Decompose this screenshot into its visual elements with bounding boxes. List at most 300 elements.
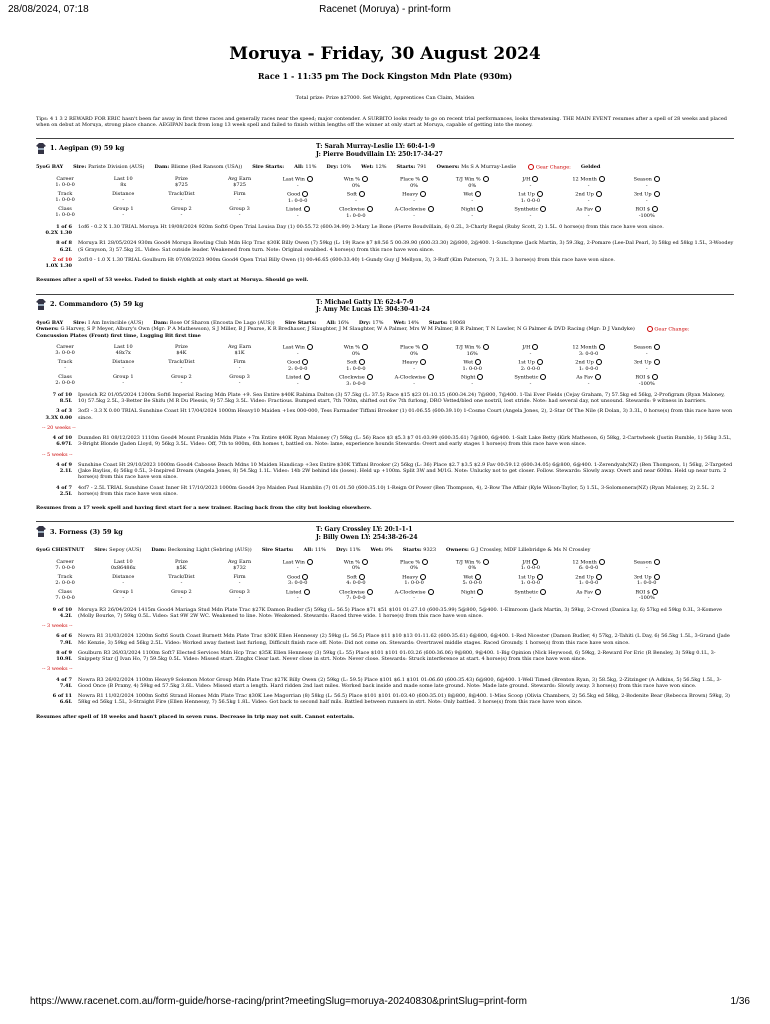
gear-change-icon (528, 164, 534, 170)
info-icon[interactable] (654, 176, 660, 182)
detail-key: Dam: (151, 547, 167, 554)
stat-label (501, 559, 559, 566)
stat-value: - (122, 365, 125, 371)
recent-runs (36, 607, 734, 706)
stat-value: - (645, 365, 648, 372)
run-position (36, 435, 78, 448)
stat-label-text: Track/Dist (168, 573, 195, 580)
stat-cell (269, 175, 327, 190)
stat-cell (269, 588, 327, 603)
stat-cell (211, 373, 269, 388)
stat-label (327, 574, 385, 581)
margin-text: 6.97L (56, 441, 72, 448)
stat-label (618, 374, 676, 381)
detail-key: 5yoG BAY (36, 164, 64, 170)
stat-label-text: 3rd Up (633, 359, 652, 366)
run-row (36, 677, 734, 690)
stat-value: - (122, 380, 125, 386)
info-icon[interactable] (359, 574, 365, 580)
horse-name (36, 299, 316, 310)
stat-label (269, 559, 327, 566)
stat-label-text: Place % (400, 176, 421, 183)
stat-cell (94, 205, 152, 220)
horse-details (36, 320, 734, 339)
info-icon[interactable] (307, 559, 313, 565)
info-icon[interactable] (596, 191, 602, 197)
info-icon[interactable] (422, 344, 428, 350)
info-icon[interactable] (422, 176, 428, 182)
margin-text: 2.5L (59, 490, 72, 497)
stat-label (385, 191, 443, 198)
stat-cell (443, 175, 501, 190)
stat-value: 1: 0-0-0 (55, 212, 75, 218)
info-icon[interactable] (654, 359, 660, 365)
detail-item (304, 547, 326, 553)
info-icon[interactable] (532, 344, 538, 350)
stat-cell (152, 343, 210, 358)
stat-value: 4: 0-0-0 (346, 580, 366, 587)
stat-label (327, 176, 385, 183)
stat-cell (327, 588, 385, 603)
info-icon[interactable] (595, 374, 601, 380)
info-icon[interactable] (599, 344, 605, 350)
run-position (36, 224, 78, 237)
stat-cell (676, 558, 734, 573)
detail-key: Owners: (446, 547, 469, 554)
stat-value: 1: 0-0-0 (404, 580, 424, 587)
jockey-line: J: Pierre Boudvillain LY: 250:17-34-27 (316, 150, 443, 158)
stat-cell (560, 573, 618, 588)
stat-label (443, 574, 501, 581)
info-icon[interactable] (367, 589, 373, 595)
info-icon[interactable] (596, 574, 602, 580)
info-icon[interactable] (359, 359, 365, 365)
stat-cell (618, 175, 676, 190)
margin-text: 4.2L (59, 612, 72, 619)
finish-position: 3 of 3 (56, 408, 72, 415)
stat-label-text: Group 1 (112, 205, 134, 212)
stat-cell (443, 205, 501, 220)
detail-key: All: (294, 164, 304, 170)
run-description: 3of3 - 3.3 X 0.00 TRIAL Sunshine Coast Ht 17/04/2024 1000m Heavy10 Maiden +1ex 000-000, Tess Farmader Tiffani Brooker (1) 01:06.55 (600:39.10) 1-Cosmo Court (Angela Jones, 2), 2-Star Of The Nile (R Dolan, 3) 3.3L, 0 horse(s) from this race have won since. (78, 408, 733, 421)
stat-value: - (587, 182, 590, 189)
stat-label-text: Group 1 (112, 373, 134, 380)
stat-cell (443, 573, 501, 588)
gear-change-label (645, 326, 690, 333)
run-description: Moruya R3 26/04/2024 1415m Good4 Mariaga Stud Mdn Plate Trac $27K Damon Budler (5) 59kg (L: 56.5) Place $71 $51 $101 01:27.10 (600:35.99) 5@800, 5@400. 1-Elmroom (Jack Martin, 3) 59kg, 2-Crowd (Danica Ly, 6) 57kg ed 59kg 0.3L, 3-Komeve (Molly Bourke, 7) 59kg 0.5L. Video: Sat 9W 2W WC. Weakened to line. Note: Weakened. Stewards: Raced three wide. 1 horse(s) from this race have won since. (78, 606, 722, 619)
stat-value: - (180, 380, 183, 386)
run-description: Sunshine Coast Ht 29/10/2023 1000m Good4 Caboose Beach Mdns 10 Maiden Handicap +3ex Entire $30K Tiffani Brooker (2) 56kg (L: 36) Place $2.7 $3.5 $2.9 Fav 00:59.12 (600:34.05) 6@800, 6@400. 1-Zerendyah(NZ) (Ben Thompson, 1) 56kg, 2-Targeted (Jake Bayliss, 6) 56kg 0.5L, 3-Inspired Dream (Angela Jones, 8) 54.5kg 1.1L. Video: 14b 2W behind lds (loses). Held up +100m. Split 3W and M/1G. Note: Unlucky not to get closer. Follow. Stewards: Slowly away. Overt and near 600m. Held up near turn. 2 horse(s) from this race have won since. (78, 461, 733, 481)
stat-label (385, 574, 443, 581)
trainer-jockey (316, 299, 430, 314)
info-icon[interactable] (540, 206, 546, 212)
info-icon[interactable] (483, 559, 489, 565)
detail-item (446, 547, 590, 553)
race-prize-line: Total prize: Prize $27000. Set Weight, Apprentices Can Claim, Maiden (295, 95, 475, 102)
stat-value: -100% (638, 380, 655, 387)
stat-cell (501, 175, 559, 190)
info-icon[interactable] (367, 374, 373, 380)
stat-value: 0% (410, 182, 419, 189)
stat-value: 1: 0-0-0 (346, 212, 366, 219)
stat-value: - (587, 595, 590, 602)
stat-cell (152, 190, 210, 205)
stat-cell (618, 190, 676, 205)
info-icon[interactable] (307, 176, 313, 182)
stat-label (560, 191, 618, 198)
stat-label-text: J/H (522, 344, 531, 351)
jockey-silks-icon (36, 526, 46, 537)
detail-value: 14% (407, 319, 419, 326)
info-icon[interactable] (420, 191, 426, 197)
stat-value: $725 (175, 182, 188, 188)
horse-comment: Resumes from a 17 week spell and having first start for a new trainer. Racing back from the city but looking elsewhere. (36, 505, 372, 511)
info-icon[interactable] (537, 191, 543, 197)
stat-value: - (296, 565, 299, 572)
stat-value: 1: 0-0-0 (520, 565, 541, 572)
stat-label-text: Wet (463, 574, 474, 580)
stat-value: - (413, 212, 415, 219)
info-icon[interactable] (654, 344, 660, 350)
stat-label-text: 2nd Up (575, 359, 594, 366)
info-icon[interactable] (367, 206, 373, 212)
stat-cell (211, 175, 269, 190)
stat-label-text: Firm (233, 358, 246, 365)
detail-key: Sire: (94, 547, 108, 554)
info-icon[interactable] (362, 176, 368, 182)
print-document-title: Racenet (Moruya) - print-form (319, 4, 451, 15)
detail-key: Wet: (370, 547, 384, 554)
info-icon[interactable] (428, 589, 434, 595)
stat-label (269, 206, 327, 213)
run-position (36, 693, 78, 706)
info-icon[interactable] (304, 589, 310, 595)
detail-item (336, 547, 361, 553)
info-icon[interactable] (302, 359, 308, 365)
stat-value: - (645, 565, 648, 572)
finish-position: 1 of 6 (56, 223, 72, 230)
stat-cell (327, 205, 385, 220)
stat-label (269, 359, 327, 366)
horse-header (36, 526, 734, 541)
print-datetime: 28/08/2024, 07:18 (8, 4, 89, 15)
stat-cell (676, 573, 734, 588)
stat-cell (501, 573, 559, 588)
detail-item (371, 547, 393, 553)
stat-label-text: 1st Up (518, 191, 535, 198)
stat-value: $1K (234, 350, 245, 356)
stat-value: 8x (120, 182, 127, 188)
stat-value: 2: 0-0-0 (55, 380, 75, 386)
margin-text: 0.2X 1.30 (45, 230, 72, 236)
horse-header (36, 143, 734, 158)
stat-label (269, 374, 327, 381)
stat-cell (94, 588, 152, 603)
finish-position: 7 of 10 (52, 391, 72, 398)
margin-text: 2.1L (59, 468, 72, 474)
stat-value: 2: 0-0-0 (288, 365, 308, 372)
stat-value: 7: 0-0-0 (346, 595, 366, 602)
detail-value: Pariste Division (AUS) (88, 164, 145, 170)
stat-label-text: Night (461, 589, 476, 595)
info-icon[interactable] (422, 559, 428, 565)
info-icon[interactable] (652, 589, 658, 595)
stat-label-text: Season (633, 344, 652, 351)
info-icon[interactable] (652, 206, 658, 212)
stat-value: - (180, 197, 183, 203)
stat-cell (501, 373, 559, 388)
info-icon[interactable] (483, 176, 489, 182)
run-position (36, 633, 78, 646)
stat-cell (152, 573, 210, 588)
detail-key: Sire Starts: (252, 164, 285, 170)
stat-label (385, 359, 443, 366)
stat-label-text: Track/Dist (168, 190, 195, 197)
info-icon[interactable] (654, 191, 660, 197)
info-icon[interactable] (420, 574, 426, 580)
info-icon[interactable] (596, 359, 602, 365)
stat-value: 6: 0-0-0 (578, 565, 599, 572)
gear-change-text: Gear Change: (535, 164, 571, 171)
info-icon[interactable] (475, 359, 481, 365)
info-icon[interactable] (540, 589, 546, 595)
stat-label-text: T/J Win % (455, 559, 481, 565)
info-icon[interactable] (304, 206, 310, 212)
run-description: Ipswich R2 01/05/2024 1200m Soft6 Imperial Racing Mdn Plate +9. Sea Entire $40K Rahima Dalton (3) 57.5kg (L: 37.5) Race $15 $23 01:10.15 (600:34.24) 7@800, 7@400. 1-Tai Ever Fields (Cejay Graham, 7) 57.5kg ed 56kg, 2-Profigram (Ryan Maloney, 10) 57.5kg 2.5L, 3-Better Be Shifu (M R Du Plessis, 9) 57.5kg 3.5L. Video: Fractious. Bumped start, 7th 700m, shifted out 6w 7th furlong, DRO Vetted/bled one nostril, lost stride. Note: had several day, not unsound. Stewards: 9 witness in barriers. (78, 391, 725, 404)
stat-cell (385, 573, 443, 588)
stat-value: 1: 0-0-0 (55, 182, 75, 188)
finish-position: 4 of 10 (52, 435, 72, 441)
stat-cell (36, 373, 94, 388)
info-icon[interactable] (599, 559, 605, 565)
info-icon[interactable] (362, 344, 368, 350)
detail-key: Starts: (428, 319, 448, 326)
stat-label (385, 344, 443, 351)
stat-label-text: Distance (112, 358, 135, 365)
stat-value: 1: 0-0-0 (578, 580, 599, 587)
stat-label (501, 374, 559, 381)
stat-label (560, 374, 618, 381)
info-icon[interactable] (537, 359, 543, 365)
spell-marker: -- 5 weeks -- (42, 451, 73, 458)
stat-label (560, 559, 618, 566)
run-description: Moruya R1 28/05/2024 930m Good4 Moruya Bowling Club Mdn Hcp Trac $30K Billy Owen (7) 59kg (L: 19) Race $7 $8.56 5 00:39.90 (600:33.30) 2@800, 2@400. 1-Sunchyme (Jack Martin, 3) 59.3kg, 2-Pomare (Lee-Dal Pearl, 3) 58kg ed 58kg 1.5L, 3-Woodey (S Grayson, 3) 57.5kg 2L. Video: Sat outside leader. Weakened from turn. Note: Original swabbed. 4 horse(s) from this race have won since. (78, 240, 734, 253)
stat-label-text: Synthetic (514, 206, 539, 213)
horse-name-text: 1. Aegipan (9) 59 kg (50, 144, 125, 153)
info-icon[interactable] (483, 344, 489, 350)
stat-value: - (122, 579, 125, 586)
stat-cell (560, 558, 618, 573)
info-icon[interactable] (595, 589, 601, 595)
horse-header (36, 299, 734, 314)
stat-label (327, 206, 385, 213)
horse-entry (36, 294, 734, 512)
info-icon[interactable] (537, 574, 543, 580)
run-position (36, 462, 78, 481)
stat-value: $725 (233, 182, 246, 188)
finish-position: 6 of 6 (56, 633, 72, 640)
stat-label-text: Avg Earn (227, 175, 252, 182)
stat-value: 1: 0-0-0 (520, 197, 541, 204)
stat-label-text: Win % (343, 559, 361, 565)
stat-label-text: Last 10 (113, 175, 133, 182)
detail-value: 9323 (423, 547, 437, 554)
info-icon[interactable] (540, 374, 546, 380)
stat-value: 0x86486x (110, 564, 136, 571)
stat-value: - (296, 212, 299, 219)
info-icon[interactable] (654, 559, 660, 565)
stat-label-text: Distance (112, 573, 135, 580)
stat-cell (618, 588, 676, 603)
stat-label-text: Career (56, 343, 74, 350)
stat-cell (443, 343, 501, 358)
info-icon[interactable] (428, 374, 434, 380)
horse-name-text: 3. Forness (3) 59 kg (50, 527, 123, 536)
stat-cell (443, 190, 501, 205)
info-icon[interactable] (652, 374, 658, 380)
stat-label-text: 1st Up (518, 574, 535, 580)
stat-cell (385, 558, 443, 573)
info-icon[interactable] (599, 176, 605, 182)
stat-label (443, 374, 501, 381)
info-icon[interactable] (362, 559, 368, 565)
stat-label-text: Clockwise (339, 206, 365, 213)
stat-value: - (529, 212, 532, 219)
stat-cell (501, 358, 559, 373)
meeting-title: Moruya - Friday, 30 August 2024 (229, 44, 541, 64)
stat-value: 1: 0-0-0 (637, 580, 657, 587)
horse-list (36, 138, 734, 720)
stat-label-text: Heavy (402, 191, 419, 198)
stat-label-text: Track/Dist (168, 358, 195, 365)
info-icon[interactable] (302, 191, 308, 197)
stat-value: 7: 0-0-0 (55, 564, 75, 571)
stat-value: - (529, 350, 532, 357)
stat-cell (327, 190, 385, 205)
detail-key: Sire: (73, 164, 87, 170)
info-icon[interactable] (420, 359, 426, 365)
stat-label (327, 374, 385, 381)
info-icon[interactable] (307, 344, 313, 350)
detail-value: 9% (384, 547, 393, 554)
stat-value: -100% (638, 595, 655, 602)
run-row (36, 257, 734, 270)
run-row (36, 462, 734, 481)
stat-label-text: Season (633, 559, 652, 565)
stat-value: 1: 0-0-0 (578, 365, 599, 372)
stat-label (269, 574, 327, 581)
stat-value: - (238, 212, 241, 218)
detail-item (262, 547, 294, 553)
horse-entry (36, 521, 734, 720)
stat-cell (327, 358, 385, 373)
run-position (36, 240, 78, 253)
detail-item (36, 164, 63, 171)
stat-label-text: J/H (522, 559, 531, 565)
stat-label (385, 589, 443, 596)
stat-cell (269, 205, 327, 220)
info-icon[interactable] (532, 176, 538, 182)
stat-label-text: Class (58, 373, 72, 380)
info-icon[interactable] (654, 574, 660, 580)
stat-cell (385, 175, 443, 190)
info-icon[interactable] (302, 574, 308, 580)
run-row (36, 607, 734, 620)
info-icon[interactable] (475, 191, 481, 197)
info-icon[interactable] (595, 206, 601, 212)
info-icon[interactable] (304, 374, 310, 380)
info-icon[interactable] (475, 574, 481, 580)
margin-text: 8.5L (59, 398, 72, 404)
stat-label (501, 191, 559, 198)
trainer-jockey (316, 526, 418, 541)
stat-value: $732 (233, 564, 246, 571)
horse-details (36, 164, 734, 171)
stat-label-text: Good (287, 191, 301, 198)
stat-label-text: Class (58, 205, 72, 212)
stat-label (501, 589, 559, 596)
stat-label (618, 176, 676, 183)
info-icon[interactable] (359, 191, 365, 197)
stat-label (443, 559, 501, 566)
stat-value: - (238, 579, 241, 586)
stat-value: - (529, 380, 532, 387)
stat-value: - (413, 380, 415, 387)
stat-label (269, 176, 327, 183)
stat-cell (618, 373, 676, 388)
stat-label (327, 559, 385, 566)
stat-cell (676, 205, 734, 220)
stat-value: 7: 0-0-0 (55, 594, 75, 601)
stat-value: 2: 0-0-0 (520, 365, 541, 372)
info-icon[interactable] (532, 559, 538, 565)
stat-label (618, 574, 676, 581)
horse-stats-grid (36, 558, 734, 603)
stat-value: - (180, 579, 183, 586)
stat-value: - (180, 212, 183, 218)
stat-label-text: Group 3 (229, 205, 250, 212)
stat-label-text: Synthetic (514, 374, 539, 381)
stat-label (618, 206, 676, 213)
detail-key: Sire: (73, 319, 87, 326)
run-description: 2of10 - 1.0 X 1.30 TRIAL Goulburn Ht 07/08/2023 900m Good4 Open Trial Billy Owen (1) 00:46.65 (600:33.40) 1-Gundy Guy (J Mellyon, 3), 3-Ruff (Kim Paterson, 7) 3.1L. 3 horse(s) from this race have won since. (78, 256, 616, 263)
detail-item (36, 547, 84, 553)
detail-key: 6yoG CHESTNUT (36, 547, 85, 554)
detail-key: Starts: (396, 164, 416, 170)
stat-cell (36, 205, 94, 220)
stat-cell (618, 343, 676, 358)
stat-label (618, 559, 676, 566)
info-icon[interactable] (477, 589, 483, 595)
info-icon[interactable] (477, 206, 483, 212)
stat-cell (36, 358, 94, 373)
info-icon[interactable] (477, 374, 483, 380)
stat-cell (676, 373, 734, 388)
stat-cell (211, 343, 269, 358)
stat-label-text: 3rd Up (633, 574, 652, 580)
stat-label (269, 344, 327, 351)
detail-item (403, 547, 436, 553)
stat-cell (94, 190, 152, 205)
trainer-line: T: Gary Crossley LY: 20:1-1-1 (316, 526, 413, 534)
stat-value: 0% (410, 350, 419, 357)
margin-text: 3.3X 0.00 (45, 414, 72, 421)
run-position (36, 257, 78, 270)
jockey-silks-icon (36, 299, 46, 310)
stat-label-text: Firm (233, 190, 246, 197)
stat-cell (36, 343, 94, 358)
info-icon[interactable] (428, 206, 434, 212)
